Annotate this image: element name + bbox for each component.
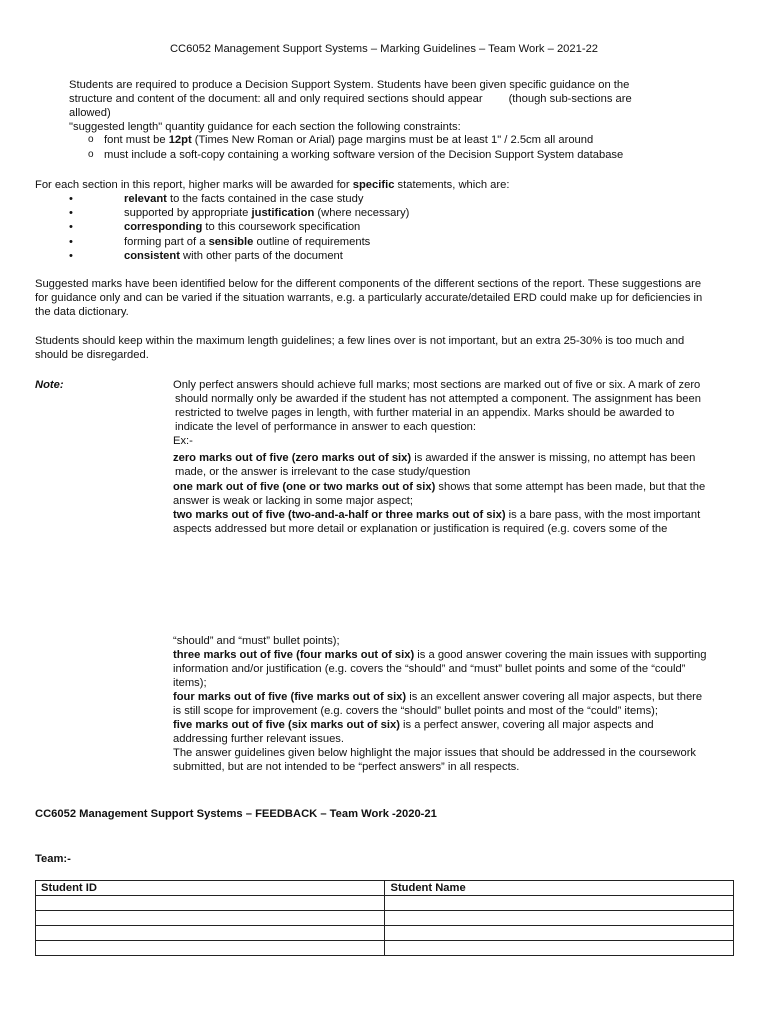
student-name-cell[interactable] xyxy=(385,896,734,911)
bullet-icon: • xyxy=(69,193,73,205)
student-id-header: Student ID xyxy=(36,881,385,896)
student-name-cell[interactable] xyxy=(385,941,734,956)
student-name-cell[interactable] xyxy=(385,926,734,941)
student-name-cell[interactable] xyxy=(385,911,734,926)
table-row xyxy=(36,926,734,941)
table-header-row xyxy=(36,881,734,896)
suggested-marks-paragraph: Suggested marks have been identified below for the different components of the different sections of the report. These suggestions are for guidance only and can be varied if the situation warrants, e.g. a particularly accurate/detailed ERD could make up for deficiencies in the data dictionary. xyxy=(35,278,703,318)
criteria-intro: For each section in this report, higher marks will be awarded for specific statements, which are: xyxy=(35,179,510,191)
student-id-cell[interactable] xyxy=(36,926,385,941)
bullet-icon: • xyxy=(69,249,73,262)
intro-line-1: Students are required to produce a Decision Support System. Students have been given specific guidance on the xyxy=(69,79,630,91)
student-table xyxy=(35,880,734,956)
table-row xyxy=(36,941,734,956)
length-guidance-paragraph: Students should keep within the maximum length guidelines; a few lines over is not important, but an extra 25-30% is too much and should be disregarded. xyxy=(35,335,685,361)
bullet-icon: • xyxy=(69,207,73,220)
zero-marks-item: zero marks out of five (zero marks out of six) is awarded if the answer is missing, no attempt has been xyxy=(173,452,696,464)
four-marks-item: four marks out of five (five marks out of six) is an excellent answer covering all major aspects, but there xyxy=(173,691,703,703)
feedback-title: CC6052 Management Support Systems – FEEDBACK – Team Work -2020-21 xyxy=(35,808,437,820)
bullet-icon: • xyxy=(69,221,73,234)
five-marks-item: five marks out of five (six marks out of six) is a perfect answer, covering all major aspects and xyxy=(173,719,654,731)
closing-line-2: submitted, but are not intended to be “perfect answers” in all respects. xyxy=(173,761,520,773)
note-label: Note: xyxy=(35,379,64,391)
note-block-lower: “should” and “must” bullet points); three marks out of five (four marks out of six) is a good answer covering the main issues with supporting information and/or justification (e.g. covers the “should” and “must” bullet points and some of the “could” items); four marks out of five (five marks out of six) is an excellent answer covering all major aspects, but there is still scope for improvement (e.g. covers the “should” bullet points and most of the “could” items); five marks out of five (six marks out of six) is a perfect answer, covering all major aspects and addressing further relevant issues. The answer guidelines given below highlight the major issues that should be addressed in the coursework submitted, but are not intended to be “perfect answers” in all respects. xyxy=(173,634,738,774)
closing-line-1: The answer guidelines given below highlight the major issues that should be addressed in the coursework xyxy=(173,747,697,759)
table-row xyxy=(36,911,734,926)
intro-line-2: structure and content of the document: all and only required sections should appear (though sub-sections are xyxy=(69,93,632,105)
student-id-cell[interactable] xyxy=(36,941,385,956)
three-marks-item: three marks out of five (four marks out of six) is a good answer covering the main issues with supporting xyxy=(173,649,707,661)
table-row xyxy=(36,896,734,911)
example-label: Ex:- xyxy=(173,435,193,447)
note-block-upper: Only perfect answers should achieve full marks; most sections are marked out of five or six. A mark of zero should normally only be awarded if the student has not attempted a component. The assignment has been restricted to twelve pages in length, with further material in an appendix. Marks should be awarded to indicate the level of performance in answer to each question: Ex:- zero marks out of five (zero marks out of six) is awarded if the answer is missing, no attempt has been made, or the answer is irrelevant to the case study/question one mark out of five (one or two marks out of six) shows that some attempt has been made, but that the answer is weak or lacking in some major aspect; two marks out of five (two-and-a-half or three marks out of six) is a bare pass, with the most important aspects addressed but more detail or explanation or justification is required (e.g. covers some of the xyxy=(173,378,738,536)
student-id-cell[interactable] xyxy=(36,911,385,926)
intro-line-4: "suggested length" quantity guidance for each section the following constraints: xyxy=(69,121,461,133)
student-id-cell[interactable] xyxy=(36,896,385,911)
student-name-header: Student Name xyxy=(385,881,734,896)
bullet-icon: • xyxy=(69,235,73,248)
document-title: CC6052 Management Support Systems – Marking Guidelines – Team Work – 2021-22 xyxy=(169,43,599,55)
circle-bullet-icon: o xyxy=(88,149,94,160)
one-mark-item: one mark out of five (one or two marks out of six) shows that some attempt has been made, but that the xyxy=(173,481,706,493)
intro-line-3: allowed) xyxy=(69,107,111,119)
two-marks-item: two marks out of five (two-and-a-half or three marks out of six) is a bare pass, with the most important xyxy=(173,509,701,521)
circle-bullet-icon: o xyxy=(88,134,94,145)
team-label: Team:- xyxy=(35,853,71,865)
intro-paragraph xyxy=(69,78,669,134)
